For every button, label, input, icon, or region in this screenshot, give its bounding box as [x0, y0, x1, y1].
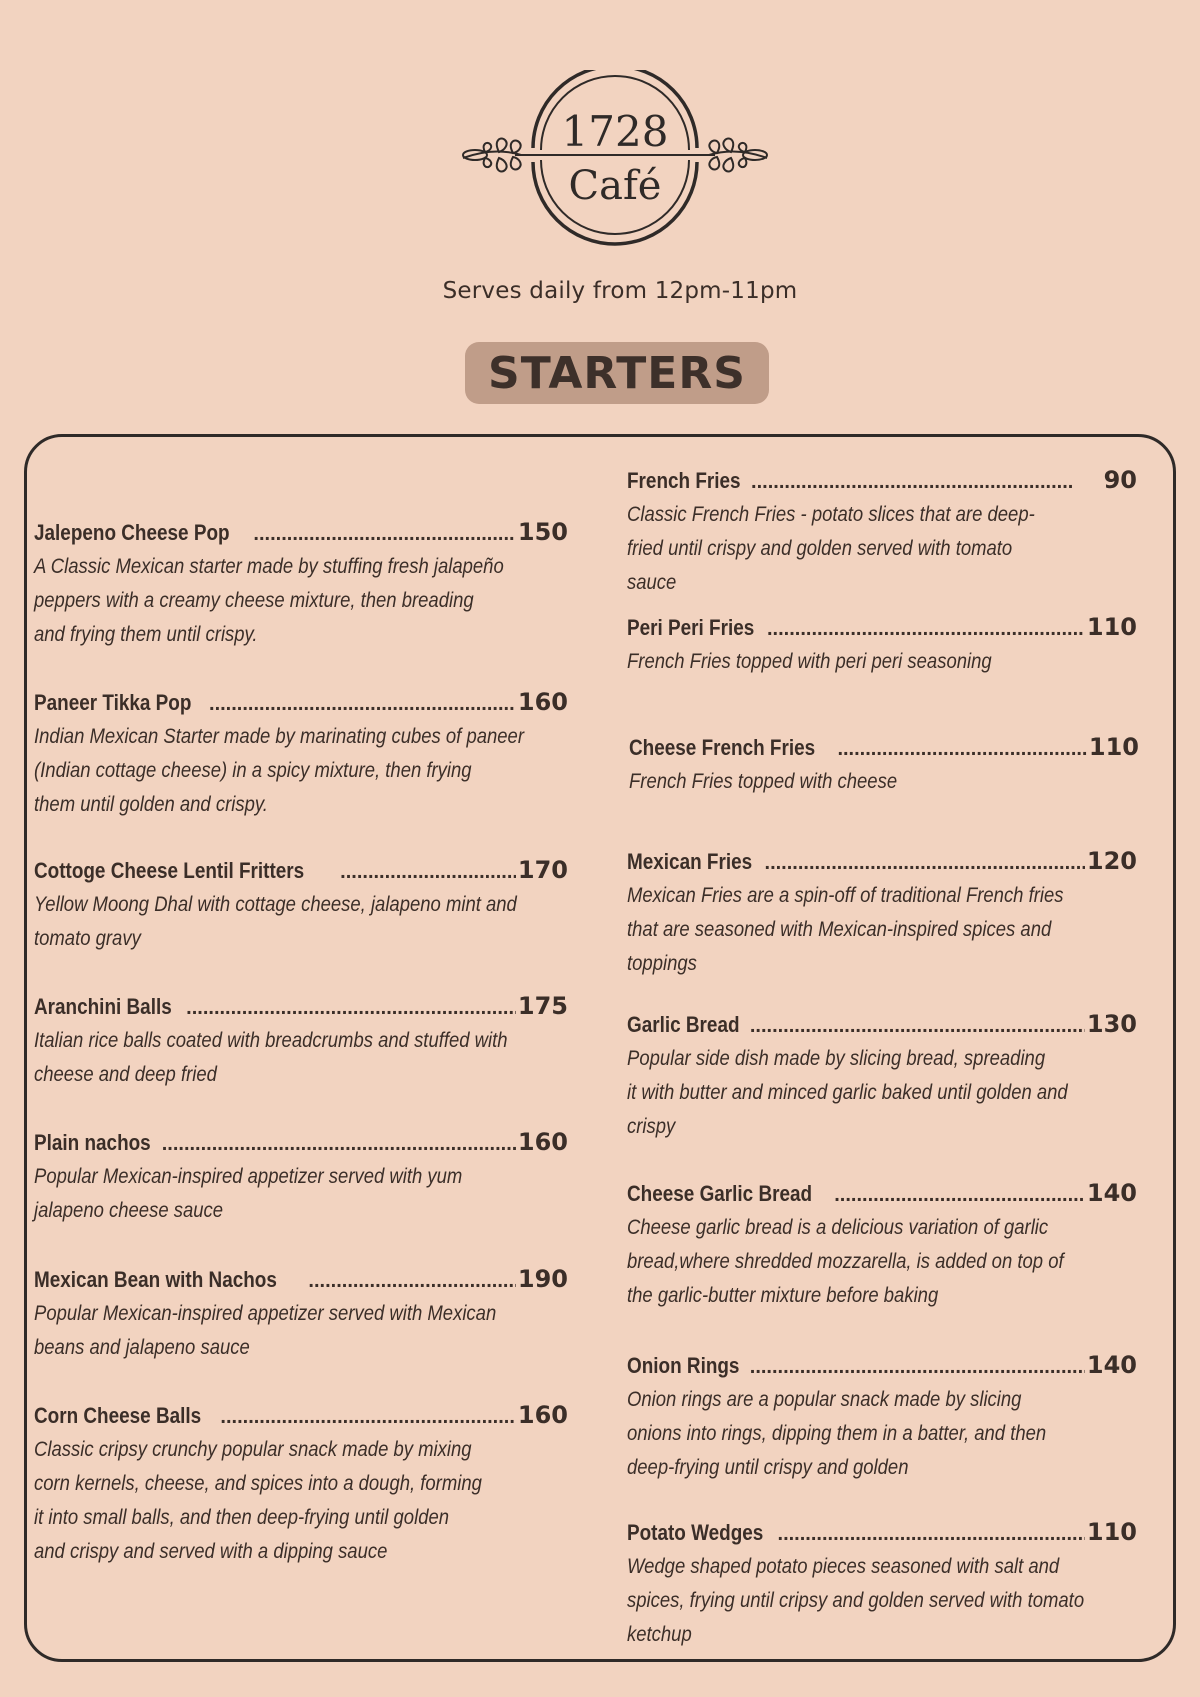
- item-name: Potato Wedges: [627, 1520, 764, 1545]
- section-title: STARTERS: [488, 347, 746, 399]
- item-description: Mexican Fries are a spin-off of traditional French fries that are seasoned with Mexican-inspired spices and toppings: [627, 884, 1064, 975]
- menu-item: [34, 992, 568, 1092]
- item-name: Paneer Tikka Pop: [34, 690, 192, 715]
- item-price: 130: [1086, 1010, 1137, 1038]
- item-name: Mexican Fries: [627, 849, 753, 874]
- item-price: 140: [1086, 1179, 1137, 1207]
- item-price: 170: [517, 856, 568, 884]
- dot-leader: [751, 471, 1074, 494]
- item-name: Jalepeno Cheese Pop: [34, 520, 230, 545]
- item-description: Popular side dish made by slicing bread, spreading it with butter and minced garlic baked until golden and crispy: [627, 1047, 1068, 1138]
- item-description: Wedge shaped potato pieces seasoned with salt and spices, frying until cripsy and golden served with tomato ketchup: [627, 1555, 1085, 1646]
- cafe-logo: [455, 70, 775, 260]
- item-name: Aranchini Balls: [34, 994, 172, 1019]
- dot-leader: [778, 1523, 1085, 1546]
- item-description: French Fries topped with cheese: [629, 770, 898, 793]
- dot-leader: [308, 1270, 515, 1293]
- menu-item: [627, 466, 1137, 600]
- menu-item: [34, 1401, 568, 1569]
- section-title-badge: [465, 342, 769, 404]
- item-description: Popular Mexican-inspired appetizer served with Mexican beans and jalapeno sauce: [34, 1302, 497, 1359]
- item-price: 190: [517, 1265, 568, 1293]
- item-price: 90: [1103, 466, 1137, 494]
- logo-name: Café: [568, 163, 662, 209]
- item-price: 110: [1088, 733, 1139, 761]
- item-name: Onion Rings: [627, 1353, 740, 1378]
- item-description: French Fries topped with peri peri seasoning: [627, 650, 992, 673]
- item-description: Popular Mexican-inspired appetizer served with yum jalapeno cheese sauce: [34, 1165, 463, 1222]
- dot-leader: [765, 852, 1085, 875]
- menu-item: [627, 1179, 1137, 1313]
- item-name: Peri Peri Fries: [627, 615, 755, 640]
- item-description: A Classic Mexican starter made by stuffing fresh jalapeño peppers with a creamy cheese mixture, then breading and frying them until crispy.: [34, 555, 504, 646]
- item-name: Cheese French Fries: [629, 735, 816, 760]
- item-name: Corn Cheese Balls: [34, 1403, 202, 1428]
- item-name: Cheese Garlic Bread: [627, 1181, 813, 1206]
- dot-leader: [162, 1133, 516, 1156]
- dot-leader: [209, 693, 516, 716]
- item-name: French Fries: [627, 468, 741, 493]
- menu-item: [34, 688, 568, 822]
- menu-item: [34, 1265, 568, 1365]
- item-price: 120: [1086, 847, 1137, 875]
- logo-number: 1728: [561, 107, 669, 156]
- menu-item: [627, 1518, 1137, 1652]
- dot-leader: [186, 997, 516, 1020]
- menu-item: [627, 1010, 1137, 1144]
- item-price: 110: [1086, 613, 1137, 641]
- serving-hours: Serves daily from 12pm-11pm: [442, 278, 798, 304]
- menu-item: [627, 613, 1137, 679]
- item-description: Cheese garlic bread is a delicious variation of garlic bread,where shredded mozzarella, is added on top of the garlic-butter mixture before baking: [627, 1216, 1064, 1307]
- dot-leader: [750, 1015, 1085, 1038]
- item-price: 160: [517, 1401, 568, 1429]
- item-description: Yellow Moong Dhal with cottage cheese, jalapeno mint and tomato gravy: [34, 893, 517, 950]
- item-description: Onion rings are a popular snack made by slicing onions into rings, dipping them in a batter, and then deep-frying until crispy and golden: [627, 1388, 1047, 1479]
- item-name: Garlic Bread: [627, 1012, 740, 1037]
- menu-item: [627, 847, 1137, 981]
- item-description: Italian rice balls coated with breadcrumbs and stuffed with cheese and deep fried: [34, 1029, 508, 1086]
- item-price: 110: [1086, 1518, 1137, 1546]
- menu-item: [34, 856, 568, 956]
- item-price: 150: [517, 518, 568, 546]
- menu-item: [627, 1351, 1137, 1485]
- item-price: 140: [1086, 1351, 1137, 1379]
- dot-leader: [340, 861, 516, 884]
- dot-leader: [253, 523, 515, 546]
- menu-item: [629, 733, 1139, 799]
- item-name: Plain nachos: [34, 1130, 151, 1155]
- dot-leader: [767, 618, 1085, 641]
- dot-leader: [837, 738, 1086, 761]
- dot-leader: [220, 1406, 515, 1429]
- item-description: Classic French Fries - potato slices that are deep- fried until crispy and golden served with tomato sauce: [627, 503, 1035, 594]
- menu-item: [34, 1128, 568, 1228]
- item-price: 175: [517, 992, 568, 1020]
- menu-item: [34, 518, 568, 652]
- item-name: Mexican Bean with Nachos: [34, 1267, 277, 1292]
- dot-leader: [750, 1356, 1085, 1379]
- item-price: 160: [517, 688, 568, 716]
- item-price: 160: [517, 1128, 568, 1156]
- item-description: Indian Mexican Starter made by marinating cubes of paneer (Indian cottage cheese) in a spicy mixture, then frying them until golden and crispy.: [34, 725, 524, 816]
- item-description: Classic cripsy crunchy popular snack made by mixing corn kernels, cheese, and spices into a dough, forming it into small balls, and then deep-frying until golden and crispy and served with a dipping sauce: [34, 1438, 482, 1563]
- item-name: Cottoge Cheese Lentil Fritters: [34, 858, 305, 883]
- dot-leader: [834, 1184, 1085, 1207]
